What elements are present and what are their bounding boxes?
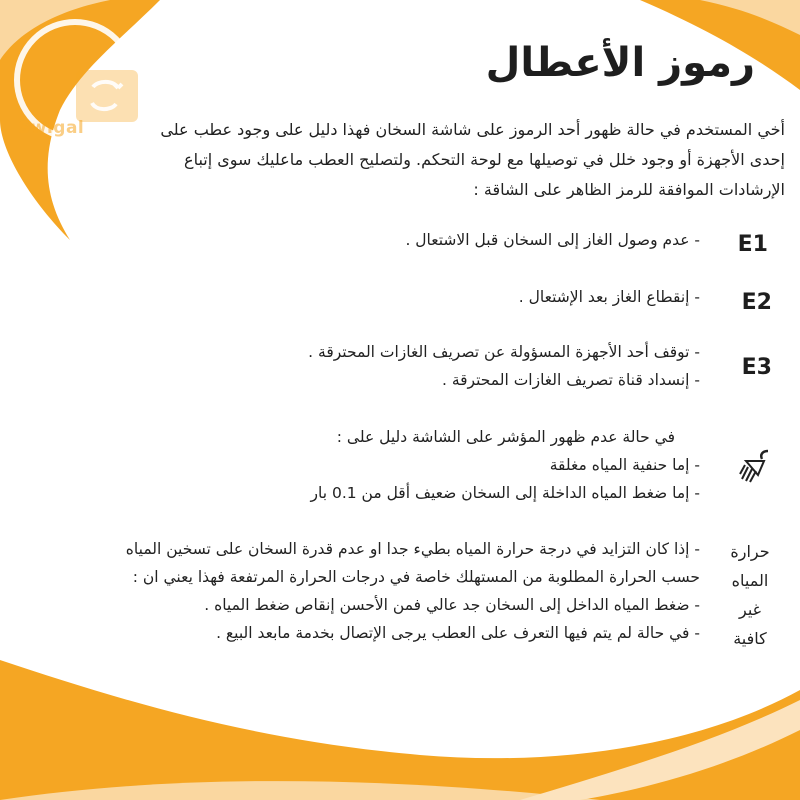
heating-label-line: حرارة — [730, 542, 770, 561]
indicator-desc — [311, 423, 701, 507]
heating-line: - إذا كان التزايد في درجة حرارة المياه بطيء جدا او عدم قدرة السخان على تسخين المياه — [125, 540, 700, 558]
indicator-line: - إما حنفية المياه مغلقة — [549, 456, 700, 474]
error-code-e1: E1 — [737, 232, 768, 257]
page-title: رموز الأعطال — [485, 40, 755, 86]
intro-line: أخي المستخدم في حالة ظهور أحد الرموز على شاشة السخان فهذا دليل على وجود عطب على — [160, 120, 785, 139]
intro-line: إحدى الأجهزة أو وجود خلل في توصيلها مع لوحة التحكم. ولتصليح العطب ماعليك سوى إتباع — [184, 150, 785, 169]
error-desc-line: - إنقطاع الغاز بعد الإشتعال . — [518, 288, 700, 306]
bottom-orange-swoosh — [0, 660, 800, 800]
error-code-e2: E2 — [741, 290, 772, 315]
error-desc-e1 — [405, 226, 700, 254]
error-desc-e3 — [308, 338, 700, 394]
shower-icon — [738, 447, 774, 483]
heating-label-line: المياه — [731, 571, 769, 590]
heating-line: - ضغط المياه الداخل إلى السخان جد عالي فمن الأحسن إنقاص ضغط المياه . — [204, 596, 700, 614]
error-code-e3: E3 — [741, 355, 772, 380]
error-desc-line: - توقف أحد الأجهزة المسؤولة عن تصريف الغازات المحترقة . — [308, 343, 700, 361]
heating-line: - في حالة لم يتم فيها التعرف على العطب يرجى الإتصال بخدمة مابعد البيع . — [216, 624, 700, 642]
indicator-heading: في حالة عدم ظهور المؤشر على الشاشة دليل على : — [336, 428, 675, 446]
error-desc-e2 — [519, 283, 700, 311]
heating-line: حسب الحرارة المطلوبة من المستهلك خاصة في درجات الحرارة المرتفعة فهذا يعني ان : — [132, 568, 700, 586]
error-desc-line: - إنسداد قناة تصريف الغازات المحترقة . — [441, 371, 700, 389]
heating-label-line: غير — [738, 600, 762, 619]
logo-mark — [18, 32, 158, 132]
heating-desc — [126, 535, 700, 647]
error-desc-line: - عدم وصول الغاز إلى السخان قبل الاشتعال . — [405, 231, 700, 249]
intro-line: الإرشادات الموافقة للرمز الظاهر على الشاقة : — [473, 180, 785, 199]
heating-label-line: كافية — [733, 629, 767, 648]
heating-label — [720, 537, 780, 653]
watermark-text: Swigal — [18, 118, 85, 138]
indicator-line: - إما ضغط المياه الداخلة إلى السخان ضعيف أقل من 0.1 بار — [310, 484, 700, 502]
